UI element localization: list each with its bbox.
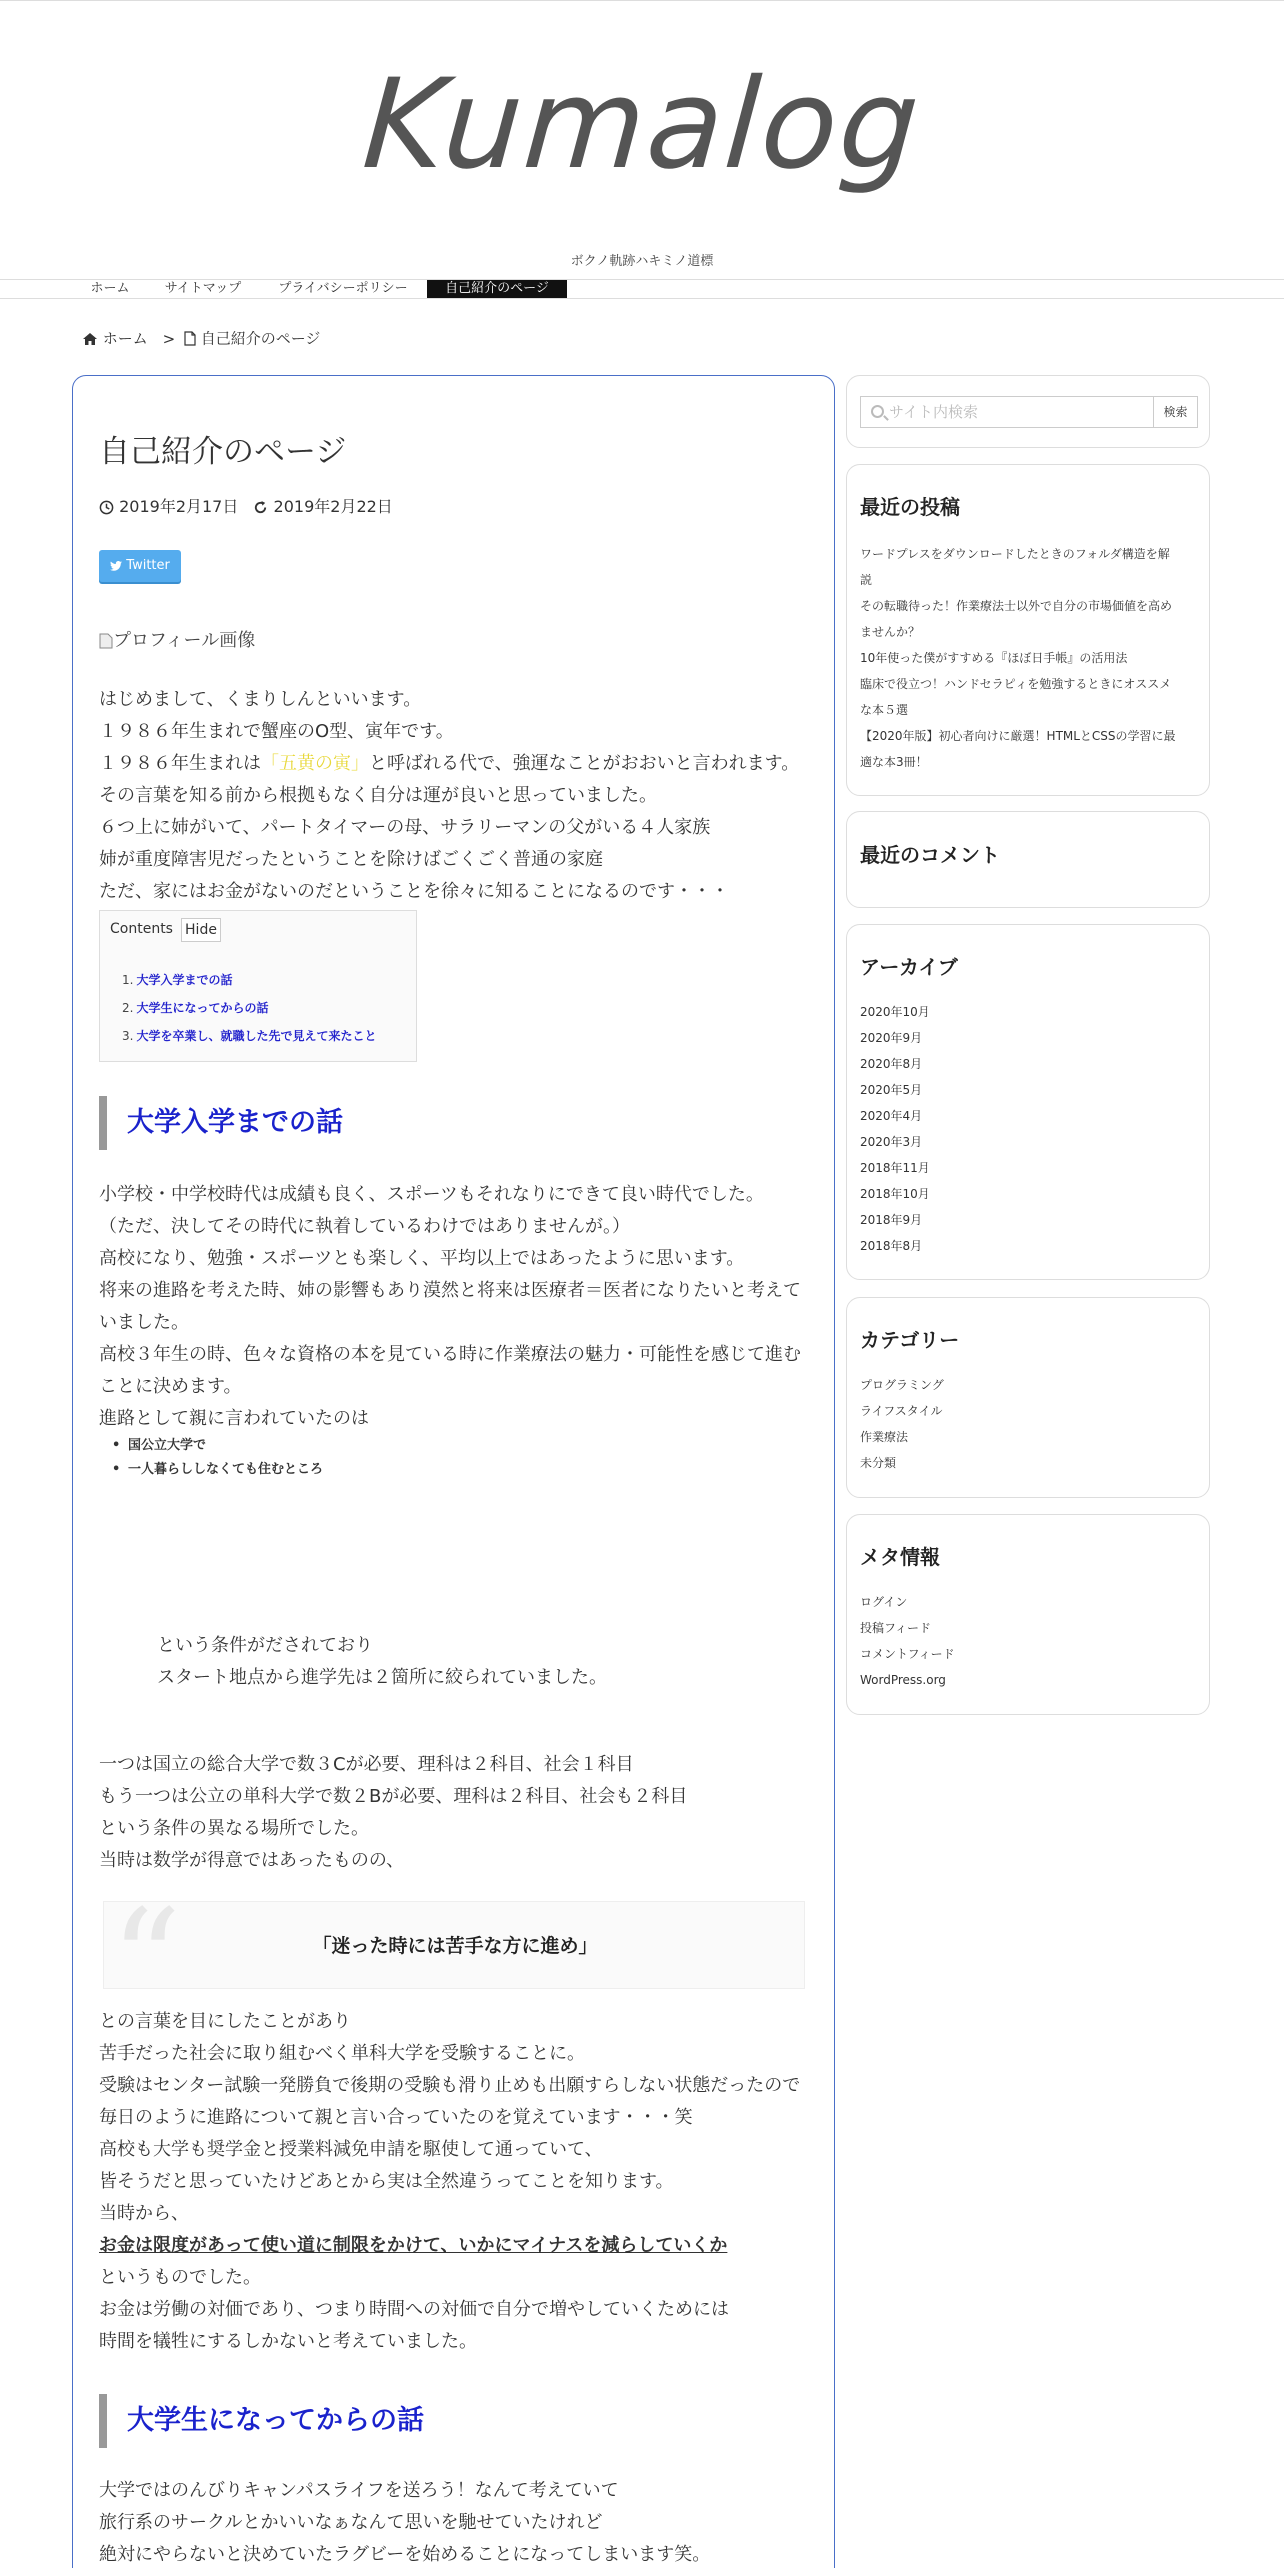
intro-line: １９８６年生まれで蟹座のO型、寅年です。 <box>99 721 454 742</box>
meta-link[interactable]: WordPress.org <box>860 1673 946 1687</box>
quote-text: 「迷った時には苦手な方に進め」 <box>312 1935 598 1957</box>
breadcrumb <box>82 328 320 349</box>
section-1-text <box>99 1179 809 1435</box>
recent-post-link[interactable]: 臨床で役立つ！ハンドセラピィを勉強するときにオススメ <box>860 677 1172 691</box>
archives-widget <box>846 924 1210 1280</box>
recent-comments-widget <box>846 811 1210 908</box>
section-line: 苦手だった社会に取り組むべく単科大学を受験することに。 <box>99 2043 585 2064</box>
recent-post-link[interactable]: ませんか？ <box>860 625 921 639</box>
profile-image <box>99 626 255 652</box>
archive-link[interactable]: 2020年4月 <box>860 1109 923 1123</box>
top-border <box>0 0 1284 1</box>
archive-link[interactable]: 2020年8月 <box>860 1057 923 1071</box>
page-title: 自己紹介のページ <box>99 434 347 470</box>
table-of-contents <box>99 910 417 1062</box>
section-line: お金は労働の対価であり、つまり時間への対価で自分で増やしていくためには <box>99 2299 729 2320</box>
intro-line: ただ、家にはお金がないのだということを徐々に知ることになるのです・・・ <box>99 881 729 902</box>
nav-item-privacy[interactable]: プライバシーポリシー <box>278 281 408 296</box>
recent-comments-title: 最近のコメント <box>860 843 1000 867</box>
section-line: 将来の進路を考えた時、姉の影響もあり漠然と将来は医療者＝医者になりたいと考えていました。 <box>99 1280 801 1333</box>
archive-link[interactable]: 2020年9月 <box>860 1031 923 1045</box>
search-icon <box>871 405 884 418</box>
section-line: 旅行系のサークルとかいいなぁなんて思いを馳せていたけれど <box>99 2512 603 2533</box>
nav-item-profile[interactable]: 自己紹介のページ <box>427 280 567 298</box>
updated-date: 2019年2月22日 <box>273 497 393 516</box>
section-line: というものでした。 <box>99 2267 261 2288</box>
article-card <box>72 375 835 2568</box>
toc-title: Contents <box>110 921 173 937</box>
recent-post-link[interactable]: ワードプレスをダウンロードしたときのフォルダ構造を解 <box>860 547 1170 561</box>
quote-icon: “ <box>110 1880 182 2043</box>
toc-item[interactable]: 3. 大学を卒業し、就職した先で見えて来たこと <box>122 1029 377 1043</box>
section-2-text <box>99 2475 809 2568</box>
archive-link[interactable]: 2018年11月 <box>860 1161 930 1175</box>
toc-item[interactable]: 1. 大学入学までの話 <box>122 973 233 987</box>
conditions-list <box>128 1434 323 1482</box>
section-line: という条件がだされており <box>157 1635 373 1656</box>
home-icon <box>82 332 98 346</box>
heading-section-2: 大学生になってからの話 <box>99 2394 424 2448</box>
site-logo[interactable]: Kumalog <box>358 53 926 197</box>
section-line: 高校３年生の時、色々な資格の本を見ている時に作業療法の魅力・可能性を感じて進むことに決めます。 <box>99 1344 801 1397</box>
file-icon <box>184 331 196 346</box>
archive-link[interactable]: 2018年9月 <box>860 1213 923 1227</box>
section-line: 小学校・中学校時代は成績も良く、スポーツもそれなりにできて良い時代でした。 <box>99 1184 764 1205</box>
profile-image-alt: プロフィール画像 <box>113 630 256 651</box>
recent-post-link[interactable]: 10年使った僕がすすめる『ほぼ日手帳』の活用法 <box>860 651 1128 665</box>
category-link[interactable]: プログラミング <box>860 1378 944 1392</box>
section-line: 大学ではのんびりキャンパスライフを送ろう！なんて考えていて <box>99 2480 619 2501</box>
published-date: 2019年2月17日 <box>119 497 239 516</box>
recent-posts-list <box>860 541 1176 775</box>
section-line: 高校も大学も奨学金と授業料減免申請を駆使して通っていて、 <box>99 2139 603 2160</box>
nav-item-sitemap[interactable]: サイトマップ <box>164 281 242 296</box>
search-button[interactable]: 検索 <box>1153 397 1197 427</box>
section-line: 当時は数学が得意ではあったものの、 <box>99 1850 405 1871</box>
section-1c-text <box>99 2006 809 2358</box>
archives-title: アーカイブ <box>860 955 958 979</box>
twitter-share-button[interactable] <box>99 550 181 582</box>
archive-link[interactable]: 2020年5月 <box>860 1083 923 1097</box>
emphasis-line: お金は限度があって使い道に制限をかけて、いかにマイナスを減らしていくか <box>99 2235 728 2256</box>
section-line: 時間を犠牲にするしかないと考えていました。 <box>99 2331 477 2352</box>
section-line: もう一つは公立の単科大学で数２Bが必要、理科は２科目、社会も２科目 <box>99 1786 688 1807</box>
section-line: という条件の異なる場所でした。 <box>99 1818 369 1839</box>
breadcrumb-current: 自己紹介のページ <box>200 329 321 348</box>
toc-list <box>122 966 376 1050</box>
categories-widget <box>846 1297 1210 1498</box>
intro-text <box>99 684 809 908</box>
site-tagline: ボクノ軌跡ハキミノ道標 <box>570 254 714 269</box>
section-line: （ただ、決してその時代に執着しているわけではありませんが。） <box>99 1216 630 1237</box>
category-link[interactable]: ライフスタイル <box>860 1404 943 1418</box>
intro-line: その言葉を知る前から根拠もなく自分は運が良いと思っていました。 <box>99 785 657 806</box>
list-item: • 国公立大学で <box>128 1434 323 1458</box>
breadcrumb-home[interactable]: ホーム <box>102 329 148 348</box>
recent-posts-title: 最近の投稿 <box>860 495 960 519</box>
main-nav <box>0 279 1284 299</box>
recent-post-link[interactable]: な本５選 <box>860 703 909 717</box>
section-line: 高校になり、勉強・スポーツとも楽しく、平均以上ではあったように思います。 <box>99 1248 745 1269</box>
meta-title: メタ情報 <box>860 1545 940 1569</box>
heading-section-1: 大学入学までの話 <box>99 1096 343 1150</box>
categories-list <box>860 1372 944 1476</box>
meta-list <box>860 1589 955 1693</box>
archive-link[interactable]: 2018年10月 <box>860 1187 930 1201</box>
archive-link[interactable]: 2020年3月 <box>860 1135 923 1149</box>
meta-widget <box>846 1514 1210 1715</box>
twitter-icon <box>110 561 122 571</box>
recent-posts-widget <box>846 464 1210 796</box>
search-box <box>860 396 1198 428</box>
list-item: • 一人暮らししなくても住むところ <box>128 1458 323 1482</box>
section-line: 絶対にやらないと決めていたラグビーを始めることになってしまいます笑。 <box>99 2544 711 2565</box>
section-line: 一つは国立の総合大学で数３Cが必要、理科は２科目、社会１科目 <box>99 1754 634 1775</box>
section-line: 受験はセンター試験一発勝負で後期の受験も滑り止めも出願すらしない状態だったので <box>99 2075 801 2096</box>
meta-link[interactable]: コメントフィード <box>860 1647 955 1661</box>
archive-link[interactable]: 2020年10月 <box>860 1005 930 1019</box>
clock-icon <box>99 500 114 515</box>
twitter-share-label: Twitter <box>126 558 170 573</box>
intro-line: 姉が重度障害児だったということを除けばごくごく普通の家庭 <box>99 849 603 870</box>
section-1b-text <box>99 1749 809 1877</box>
post-dates <box>99 494 399 517</box>
categories-title: カテゴリー <box>860 1328 960 1352</box>
category-link[interactable]: 未分類 <box>860 1456 897 1470</box>
category-link[interactable]: 作業療法 <box>860 1430 909 1444</box>
intro-line: はじめまして、くまりしんといいます。 <box>99 689 422 710</box>
recent-post-link[interactable]: 適な本3冊！ <box>860 755 928 769</box>
indented-text <box>157 1630 607 1694</box>
section-line: 進路として親に言われていたのは <box>99 1408 369 1429</box>
section-line: 当時から、 <box>99 2203 189 2224</box>
archive-link[interactable]: 2018年8月 <box>860 1239 923 1253</box>
recent-post-link[interactable]: その転職待った！作業療法士以外で自分の市場価値を高め <box>860 599 1173 613</box>
section-line: との言葉を目にしたことがあり <box>99 2011 351 2032</box>
archives-list <box>860 999 930 1259</box>
broken-image-icon <box>99 633 113 649</box>
section-line: 皆そうだと思っていたけどあとから実は全然違うってことを知ります。 <box>99 2171 674 2192</box>
recent-post-link[interactable]: 【2020年版】初心者向けに厳選！HTMLとCSSの学習に最 <box>860 729 1176 743</box>
toc-item[interactable]: 2. 大学生になってからの話 <box>122 1001 269 1015</box>
recent-post-link[interactable]: 説 <box>860 573 873 587</box>
section-line: スタート地点から進学先は２箇所に絞られていました。 <box>157 1667 607 1688</box>
search-widget <box>846 375 1210 448</box>
section-line: 毎日のように進路について親と言い合っていたのを覚えています・・・笑 <box>99 2107 693 2128</box>
meta-link[interactable]: ログイン <box>860 1595 908 1609</box>
highlight-goou: 「五黄の寅」 <box>261 753 369 774</box>
intro-line: １９８６年生まれは「五黄の寅」と呼ばれる代で、強運なことがおおいと言われます。 <box>99 753 800 774</box>
intro-line: ６つ上に姉がいて、パートタイマーの母、サラリーマンの父がいる４人家族 <box>99 817 711 838</box>
breadcrumb-separator: > <box>162 329 176 348</box>
refresh-icon <box>253 500 268 515</box>
search-input[interactable] <box>889 399 1153 425</box>
nav-item-home[interactable]: ホーム <box>90 281 130 296</box>
meta-link[interactable]: 投稿フィード <box>860 1621 932 1635</box>
toc-hide-button[interactable]: Hide <box>181 918 221 942</box>
